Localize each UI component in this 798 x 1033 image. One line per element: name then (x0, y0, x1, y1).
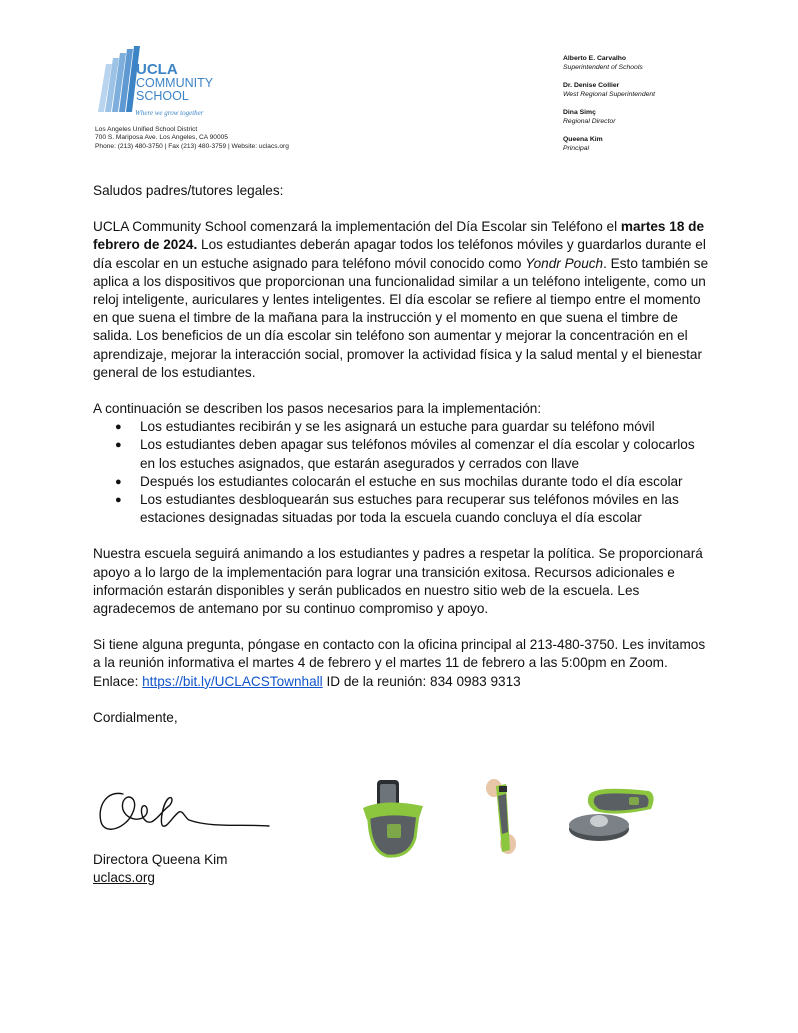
greeting: Saludos padres/tutores legales: (93, 183, 284, 198)
staff-title: West Regional Superintendent (563, 91, 656, 98)
svg-text:COMMUNITY: COMMUNITY (136, 76, 214, 90)
pouch-in-hand-image (480, 772, 524, 863)
staff-directory (563, 54, 778, 162)
list-item: ● Los estudiantes recibirán y se les asignará un estuche para guardar su teléfono móvil (140, 418, 713, 436)
pouch-unlocking-base-image (565, 783, 661, 850)
closing: Cordialmente, (93, 709, 178, 725)
townhall-link[interactable]: https://bit.ly/UCLACSTownhall (142, 673, 323, 689)
letter-body (93, 182, 713, 745)
staff-name: Dina Simç (563, 109, 596, 116)
steps-list (93, 418, 713, 527)
staff-member (563, 135, 778, 153)
svg-text:Where we grow together: Where we grow together (135, 109, 204, 117)
website-link[interactable]: uclacs.org (93, 870, 155, 885)
staff-member (563, 81, 778, 99)
staff-title: Principal (563, 145, 590, 152)
intro-text-c: . Esto también se aplica a los dispositivos que proporcionan una funcionalidad similar a un teléfono inteligente, como un reloj inteligente, auriculares y lentes inteligentes. El día escolar se refiere al tiempo entre el momento en que suena el timbre de la mañana para la instrucción y el momento en que suena el timbre de salida. Los beneficios de un día escolar sin teléfono son aumentar y mejorar la concentración en el aprendizaje, mejorar la interacción social, promover la actividad física y la salud mental y el bienestar general de los estudiantes. (93, 255, 709, 380)
intro-text-a: UCLA Community School comenzará la implementación del Día Escolar sin Teléfono el (93, 219, 621, 235)
svg-text:SCHOOL: SCHOOL (136, 89, 189, 103)
school-logo (96, 46, 256, 118)
signature (93, 772, 273, 842)
staff-member (563, 108, 778, 126)
district-name: Los Angeles Unified School District (95, 126, 198, 133)
support-paragraph: Nuestra escuela seguirá animando a los estudiantes y padres a respetar la política. Se proporcionará apoyo a lo largo de la implementación para lograr una transición exitosa. Recursos adicionales e información estarán disponibles y serán publicados en nuestro sitio web de la escuela. Les agradecemos de antemano por su continuo compromiso y apoyo. (93, 546, 703, 617)
contact-text-a: Si tiene alguna pregunta, póngase en contacto con la oficina principal al 213-480-3750. Les invitamos a la reunión informativa el martes 4 de febrero y el martes 11 de febrero a las 5:00pm en Zoom. Enlace: (93, 637, 706, 689)
staff-title: Superintendent of Schools (563, 64, 643, 71)
logo-bars-graphic (96, 46, 256, 118)
list-item: ● Los estudiantes deben apagar sus teléfonos móviles al comenzar el día escolar y colocarlos en los estuches asignados, que estarán asegurados y cerrados con llave (140, 436, 713, 472)
contact-text-b: ID de la reunión: 834 0983 9313 (322, 673, 521, 689)
list-item: ● Después los estudiantes colocarán el estuche en sus mochilas durante todo el día escolar (140, 473, 713, 491)
staff-name: Queena Kim (563, 136, 603, 143)
pouch-with-phone-image (357, 778, 427, 865)
svg-text:UCLA: UCLA (136, 61, 178, 78)
start-date: martes 18 de febrero de 2024. (93, 219, 705, 253)
staff-member (563, 54, 778, 72)
yondr-pouch-term: Yondr Pouch (525, 255, 604, 271)
signer-name: Directora Queena Kim (93, 852, 228, 867)
steps-intro: A continuación se describen los pasos necesarios para la implementación: (93, 401, 542, 417)
intro-paragraph (93, 218, 713, 382)
school-address (95, 126, 289, 151)
contact-line: Phone: (213) 480-3750 | Fax (213) 480-3759 | Website: uclacs.org (95, 142, 289, 150)
staff-name: Dr. Denise Collier (563, 82, 620, 89)
street-address: 700 S. Mariposa Ave. Los Angeles, CA 90005 (95, 134, 228, 142)
staff-title: Regional Director (563, 118, 616, 125)
contact-paragraph (93, 636, 713, 691)
intro-text-b: Los estudiantes deberán apagar todos los teléfonos móviles y guardarlos durante el día escolar en un estuche asignado para teléfono móvil conocido como (93, 237, 706, 271)
list-item: ● Los estudiantes desbloquearán sus estuches para recuperar sus teléfonos móviles en las estaciones designadas situadas por toda la escuela cuando concluya el día escolar (140, 491, 713, 527)
staff-name: Alberto E. Carvalho (563, 55, 627, 62)
